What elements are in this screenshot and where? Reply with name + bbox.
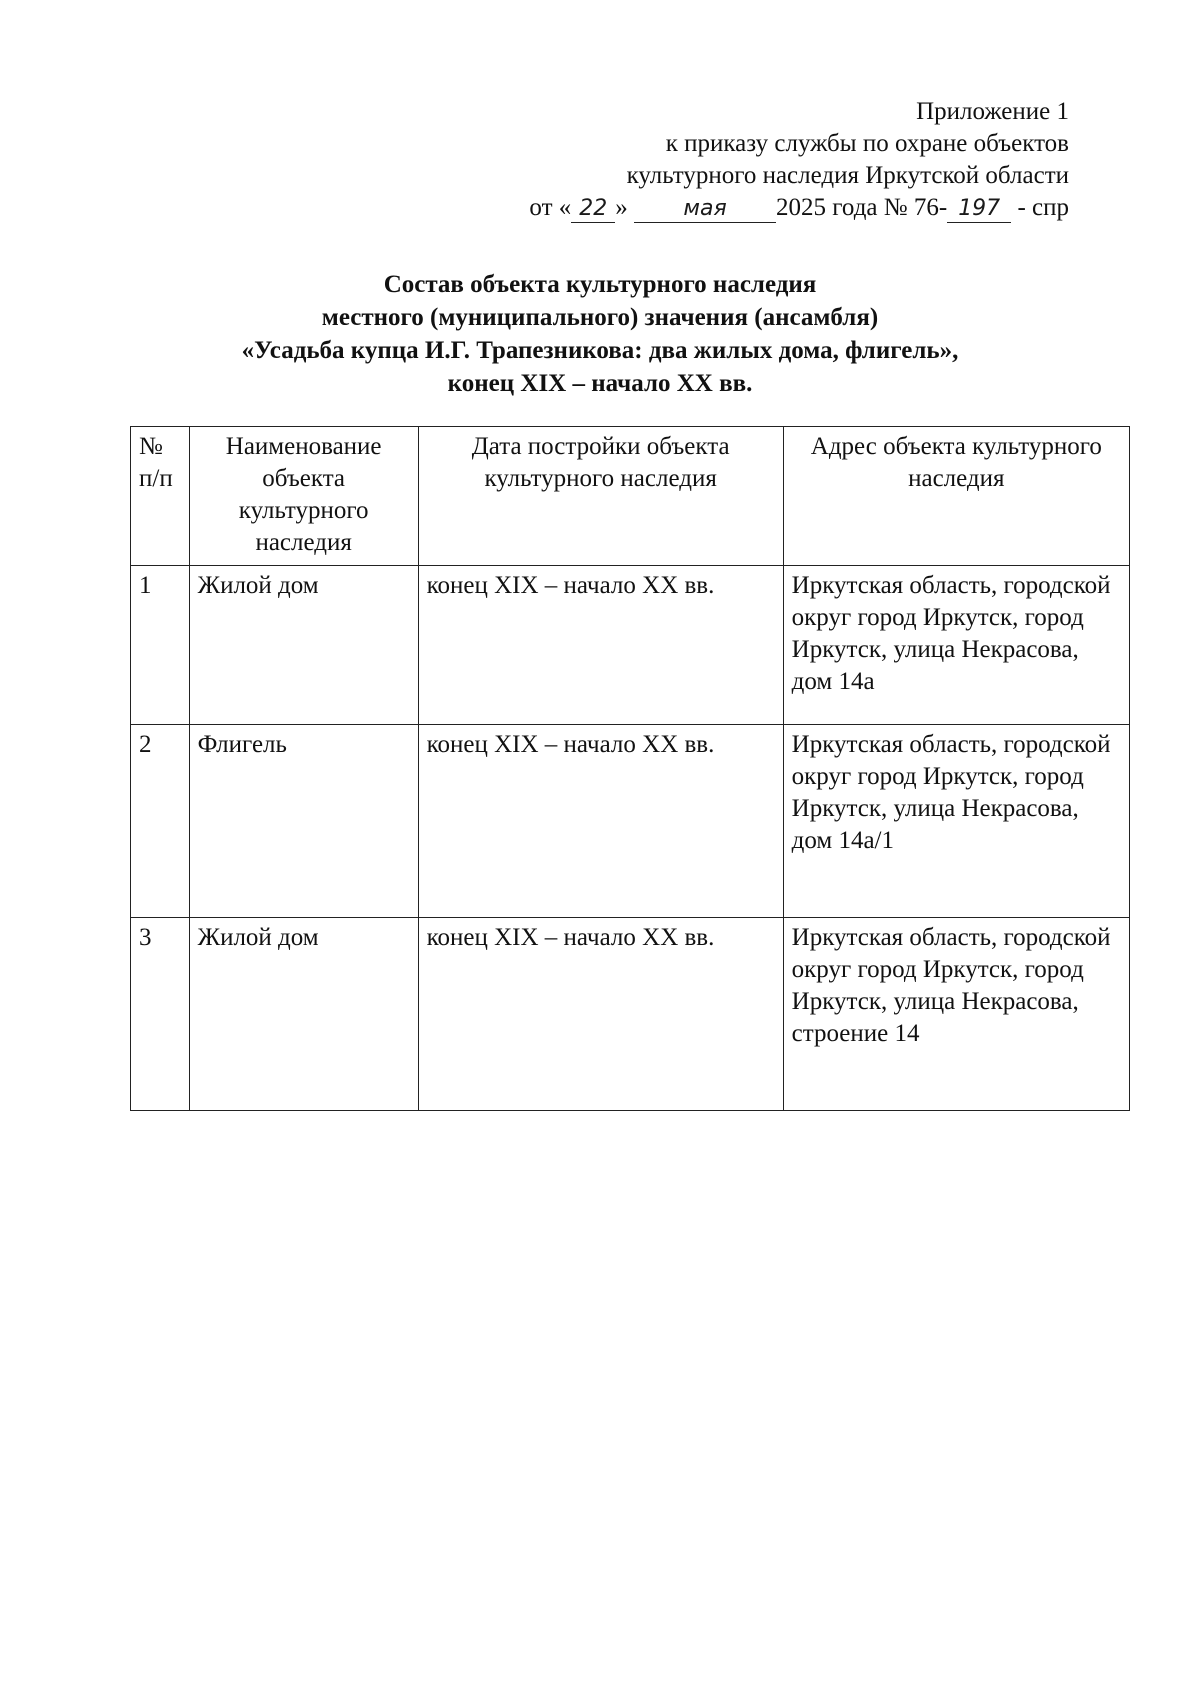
table-header-row xyxy=(131,427,1130,566)
title-line-1: Состав объекта культурного наследия xyxy=(383,271,817,298)
date-year: 2025 года № 76- xyxy=(776,194,948,221)
row-address: Иркутская область, городской округ город Иркутск, город Иркутск, улица Некрасова, строение 14 xyxy=(783,918,1129,1111)
row-name: Жилой дом xyxy=(189,918,418,1111)
appendix-order-ref: к приказу службы по охране объектов xyxy=(665,130,1069,157)
row-num: 2 xyxy=(131,725,190,918)
date-prefix: от « xyxy=(529,194,572,221)
title-line-2: местного (муниципального) значения (ансамбля) xyxy=(321,304,879,331)
row-date: конец XIX – начало XX вв. xyxy=(418,725,783,918)
header-num: № п/п xyxy=(131,427,190,566)
row-name: Жилой дом xyxy=(189,566,418,725)
handwritten-day: 22 xyxy=(571,196,615,223)
row-address: Иркутская область, городской округ город Иркутск, город Иркутск, улица Некрасова, дом 14а xyxy=(783,566,1129,725)
appendix-date-line xyxy=(529,192,1069,224)
appendix-header xyxy=(529,96,1069,224)
table-row xyxy=(131,918,1130,1111)
row-num: 3 xyxy=(131,918,190,1111)
row-address: Иркутская область, городской округ город Иркутск, город Иркутск, улица Некрасова, дом 14а/1 xyxy=(783,725,1129,918)
appendix-title: Приложение 1 xyxy=(916,98,1069,125)
appendix-authority: культурного наследия Иркутской области xyxy=(626,162,1069,189)
heritage-objects-table xyxy=(130,426,1130,1111)
row-num: 1 xyxy=(131,566,190,725)
header-address: Адрес объекта культурного наследия xyxy=(783,427,1129,566)
title-line-3: «Усадьба купца И.Г. Трапезникова: два жилых дома, флигель», xyxy=(241,337,959,364)
row-date: конец XIX – начало XX вв. xyxy=(418,566,783,725)
header-date: Дата постройки объекта культурного наследия xyxy=(418,427,783,566)
header-name: Наименование объекта культурного наследия xyxy=(189,427,418,566)
order-suffix: - спр xyxy=(1017,194,1069,221)
title-line-4: конец XIX – начало XX вв. xyxy=(447,370,753,397)
handwritten-month: мая xyxy=(634,196,776,223)
row-name: Флигель xyxy=(189,725,418,918)
handwritten-order-number: 197 xyxy=(947,196,1011,223)
row-date: конец XIX – начало XX вв. xyxy=(418,918,783,1111)
table-row xyxy=(131,725,1130,918)
date-close-quote: » xyxy=(615,194,628,221)
table-row xyxy=(131,566,1130,725)
document-title xyxy=(130,268,1070,400)
